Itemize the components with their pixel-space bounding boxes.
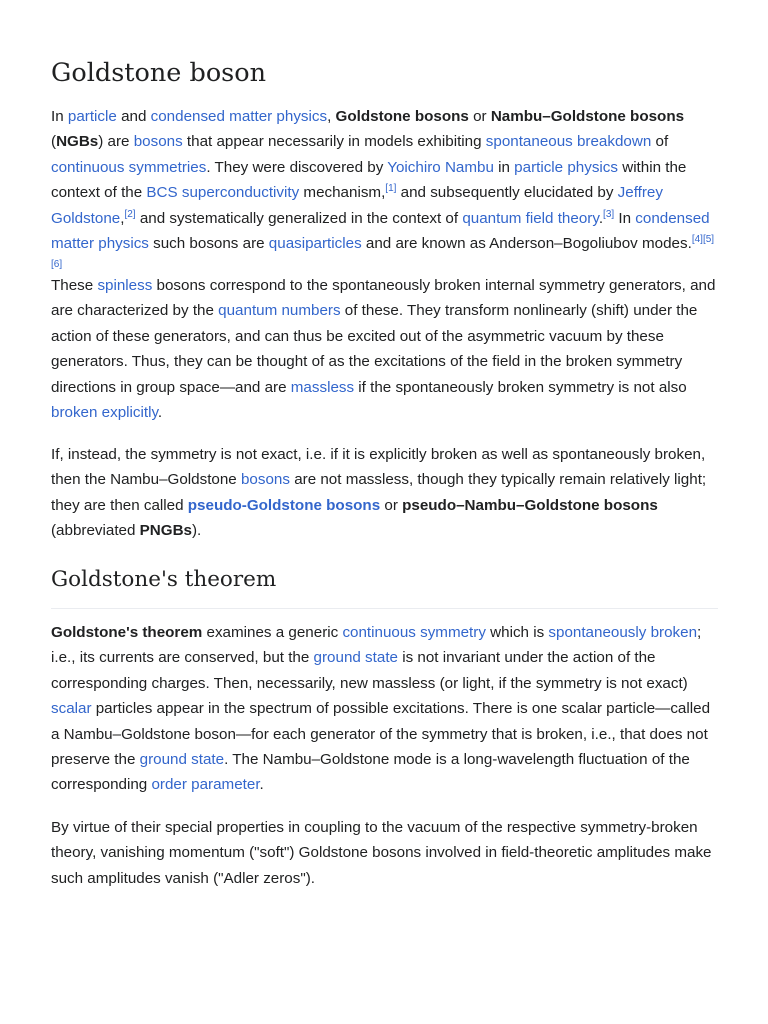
text-run: are not massless, though they typically remain relatively light; they are then called [51, 471, 707, 514]
link-pseudo-goldstone-bosons[interactable]: pseudo-Goldstone bosons [187, 496, 381, 514]
text-run: in [493, 158, 515, 176]
text-run: and [116, 108, 151, 125]
link-condensed-matter-physics-2[interactable]: condensed matter physics [51, 209, 710, 253]
link-continuous-symmetry[interactable]: continuous symmetry [342, 624, 486, 641]
link-ground-state-2[interactable]: ground state [139, 751, 225, 769]
text-run: ) are [98, 133, 134, 151]
section-heading-goldstones-theorem [51, 566, 718, 609]
text-run: or [380, 496, 403, 514]
text-run: examines a generic [202, 624, 343, 641]
text-run: ). [191, 522, 202, 540]
text-run: . [157, 404, 163, 422]
text-run: . They were discovered by [206, 158, 388, 176]
ref-link-3[interactable]: [3] [603, 208, 615, 220]
link-broken-explicitly[interactable]: broken explicitly [51, 404, 158, 422]
section-title: Goldstone's theorem [51, 567, 277, 592]
bold-pngbs: PNGBs [139, 522, 192, 540]
page-title: Goldstone boson [51, 58, 267, 88]
bold-pseudo-nambu-goldstone-bosons: pseudo–Nambu–Goldstone bosons [402, 496, 658, 514]
link-ground-state[interactable]: ground state [313, 649, 398, 667]
bold-ngbs: NGBs [56, 133, 99, 151]
link-particle[interactable]: particle [67, 108, 117, 125]
text-run: . The Nambu–Goldstone mode is a long-wavelength fluctuation of the corresponding [51, 751, 690, 794]
text-run: (abbreviated [51, 522, 140, 540]
link-scalar[interactable]: scalar [51, 700, 92, 718]
bold-nambu-goldstone-bosons: Nambu–Goldstone bosons [490, 108, 685, 125]
link-jeffrey-goldstone[interactable]: Jeffrey Goldstone [51, 184, 663, 227]
link-condensed-matter-physics[interactable]: condensed matter physics [150, 108, 328, 125]
link-bosons[interactable]: bosons [133, 133, 183, 151]
link-particle-physics[interactable]: particle physics [514, 158, 618, 176]
text-run: of these. They transform nonlinearly (shift) under the action of these generators, and can thus be excited out of the asymmetric vacuum by these generators. Thus, they can be thought of as the excitations of the field in the broken symmetry directions in group space—and are [51, 302, 698, 396]
text-run: and systematically generalized in the context of [135, 209, 463, 227]
text-run: particles appear in the spectrum of possible excitations. There is one scalar particle—called a Nambu–Goldstone boson—for each generator of the symmetry that is broken, i.e., that does not preserve the [51, 700, 711, 769]
text-run: if the spontaneously broken symmetry is not also [354, 378, 687, 396]
text-run: mechanism, [299, 184, 386, 202]
text-run: is not invariant under the action of the corresponding charges. Then, necessarily, new massless (or light, if the symmetry is not exact) [51, 649, 688, 692]
text-run: . [259, 776, 264, 794]
text-run: such bosons are [148, 235, 269, 253]
text-run: or [468, 108, 491, 125]
paragraph-pseudo-goldstone [51, 442, 718, 544]
link-spinless[interactable]: spinless [97, 277, 153, 294]
paragraph-adler-zeros: By virtue of their special properties in coupling to the vacuum of the respective symmetry-broken theory, vanishing momentum ("soft") Goldstone bosons involved in field-theoretic amplitudes make such amplitudes vanish ("Adler zeros"). [51, 819, 712, 887]
reference-3 [603, 209, 614, 220]
bold-goldstone-bosons: Goldstone bosons [335, 108, 469, 125]
link-quantum-numbers[interactable]: quantum numbers [218, 302, 341, 320]
text-run: In [51, 108, 68, 125]
intro-paragraph [51, 104, 718, 282]
text-run: and are known as Anderson–Bogoliubov modes. [361, 235, 692, 253]
text-run: If, instead, the symmetry is not exact, i.e. if it is explicitly broken as well as spontaneously broken, then the Nambu–Goldstone [51, 446, 706, 489]
ref-link-6[interactable]: [6] [51, 259, 63, 271]
text-run: bosons correspond to the spontaneously broken internal symmetry generators, and are characterized by the [51, 277, 716, 320]
text-run: within the context of the [51, 158, 687, 202]
link-massless[interactable]: massless [290, 378, 355, 396]
paragraph-spinless [51, 273, 718, 425]
paragraph-theorem [51, 620, 718, 798]
text-run: ( [51, 133, 57, 151]
text-run: and subsequently elucidated by [396, 184, 618, 202]
text-run: which is [485, 624, 549, 641]
link-yoichiro-nambu[interactable]: Yoichiro Nambu [387, 158, 494, 176]
text-run: In [614, 209, 636, 227]
link-spontaneously-broken[interactable]: spontaneously broken [548, 624, 698, 641]
ref-link-1[interactable]: [1] [385, 183, 397, 195]
reference-1 [385, 183, 396, 194]
link-bcs-superconductivity[interactable]: BCS superconductivity [146, 184, 300, 202]
text-run: ; i.e., its currents are conserved, but the [51, 624, 702, 667]
link-spontaneous-breakdown[interactable]: spontaneous breakdown [485, 133, 652, 151]
link-continuous-symmetries[interactable]: continuous symmetries [51, 158, 207, 176]
text-run: , [120, 209, 125, 227]
bold-goldstones-theorem: Goldstone's theorem [51, 624, 203, 641]
text-run: , [327, 108, 336, 125]
text-run: that appear necessarily in models exhibiting [182, 133, 486, 151]
link-bosons-2[interactable]: bosons [240, 471, 290, 489]
ref-link-4[interactable]: [4] [691, 233, 703, 245]
ref-link-2[interactable]: [2] [124, 208, 136, 220]
text-run: These [51, 277, 98, 294]
link-quantum-field-theory[interactable]: quantum field theory [462, 209, 599, 227]
ref-link-5[interactable]: [5] [702, 233, 715, 245]
link-order-parameter[interactable]: order parameter [151, 776, 260, 794]
reference-2 [124, 209, 135, 220]
text-run: of [651, 133, 669, 151]
link-quasiparticles[interactable]: quasiparticles [268, 235, 362, 253]
text-run: . [598, 209, 604, 227]
